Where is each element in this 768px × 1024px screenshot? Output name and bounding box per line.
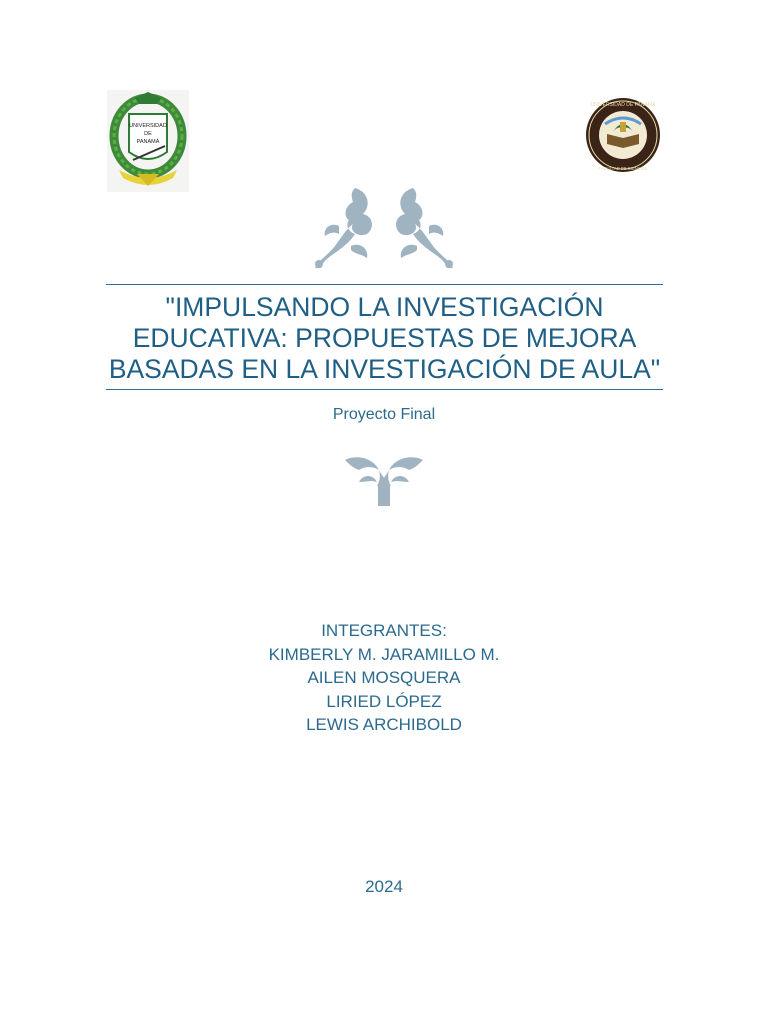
document-subtitle: Proyecto Final bbox=[332, 406, 436, 423]
svg-text:UNIVERSIDAD: UNIVERSIDAD bbox=[129, 123, 167, 129]
members-block bbox=[0, 619, 768, 737]
floral-ornament-icon bbox=[311, 186, 457, 270]
svg-text:UNIVERSIDAD DE PANAMÁ: UNIVERSIDAD DE PANAMÁ bbox=[590, 102, 656, 108]
facultad-educacion-seal bbox=[585, 94, 661, 176]
title-rule-top bbox=[106, 284, 663, 285]
members-heading: INTEGRANTES: bbox=[321, 621, 447, 640]
member-name: KIMBERLY M. JARAMILLO M. bbox=[268, 644, 500, 664]
member-name: LEWIS ARCHIBOLD bbox=[306, 715, 462, 734]
leaf-ornament-icon bbox=[343, 452, 425, 508]
universidad-panama-logo bbox=[107, 90, 189, 192]
title-rule-bottom bbox=[106, 389, 663, 390]
member-name: AILEN MOSQUERA bbox=[307, 668, 461, 687]
svg-text:DE: DE bbox=[144, 131, 152, 137]
member-name: LIRIED LÓPEZ bbox=[326, 691, 442, 711]
svg-text:PANAMÁ: PANAMÁ bbox=[136, 139, 160, 145]
document-year: 2024 bbox=[365, 877, 403, 896]
document-title: "IMPULSANDO LA INVESTIGACIÓN EDUCATIVA: PROPUESTAS DE MEJORA BASADAS EN LA INVESTIGACIÓN DE AULA" bbox=[108, 292, 661, 384]
svg-text:FACULTAD DE CIENCIAS: FACULTAD DE CIENCIAS bbox=[598, 166, 648, 171]
